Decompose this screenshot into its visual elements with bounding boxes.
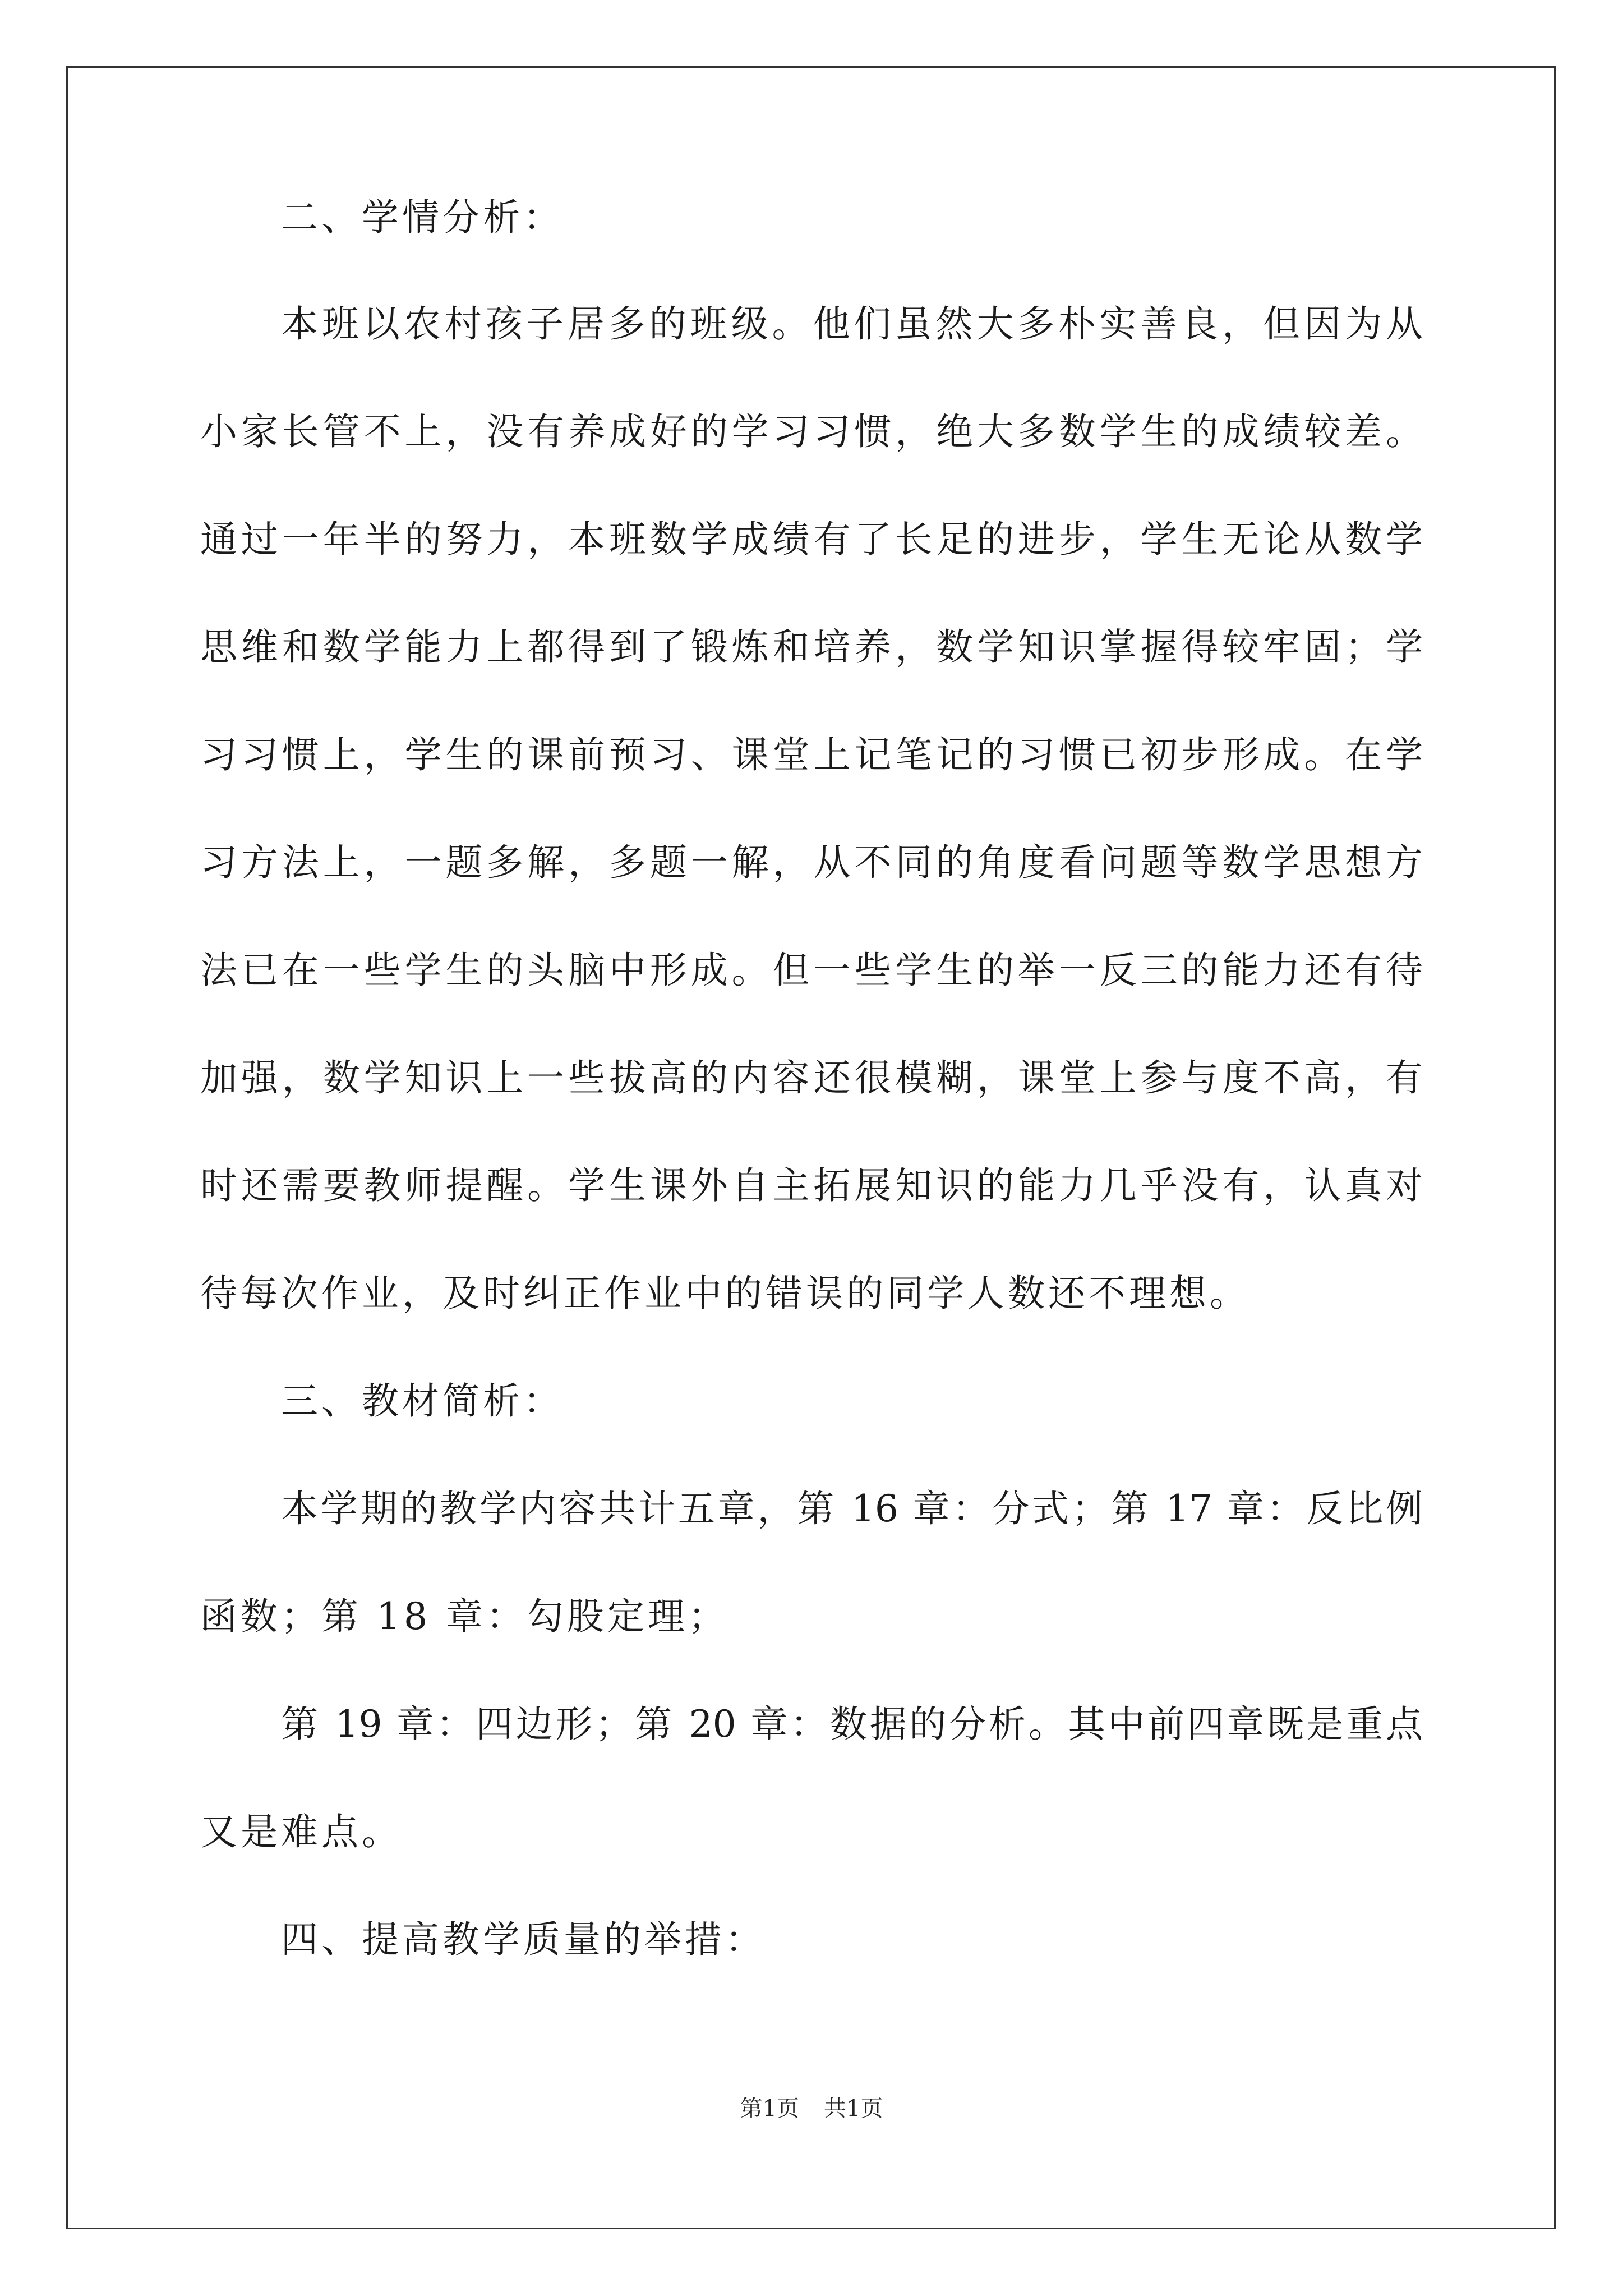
paragraph-line: 小家长管不上，没有养成好的学习习惯，绝大多数学生的成绩较差。 [200, 410, 1423, 453]
page-number: 第1页 [740, 2096, 799, 2122]
section-heading-student-analysis: 二、学情分析： [281, 196, 564, 239]
paragraph-line: 函数；第 18 章：勾股定理； [200, 1595, 728, 1638]
paragraph-line: 时还需要教师提醒。学生课外自主拓展知识的能力几乎没有，认真对 [200, 1164, 1423, 1207]
paragraph-line: 习方法上，一题多解，多题一解，从不同的角度看问题等数学思想方 [200, 841, 1423, 884]
paragraph-line: 加强，数学知识上一些拔高的内容还很模糊，课堂上参与度不高，有 [200, 1056, 1423, 1099]
paragraph-line: 本班以农村孩子居多的班级。他们虽然大多朴实善良，但因为从 [281, 302, 1423, 346]
paragraph-line: 通过一年半的努力，本班数学成绩有了长足的进步，学生无论从数学 [200, 518, 1423, 561]
page-border [66, 66, 1556, 2229]
paragraph-line: 本学期的教学内容共计五章，第 16 章：分式；第 17 章：反比例 [281, 1487, 1423, 1530]
paragraph-line: 思维和数学能力上都得到了锻炼和培养，数学知识掌握得较牢固；学 [200, 625, 1423, 669]
section-heading-textbook-analysis: 三、教材简析： [281, 1379, 564, 1423]
page-footer [0, 2095, 1623, 2123]
section-heading-quality-measures: 四、提高教学质量的举措： [281, 1918, 766, 1961]
paragraph-line: 又是难点。 [200, 1810, 402, 1853]
page-total: 共1页 [824, 2096, 883, 2122]
paragraph-line: 习习惯上，学生的课前预习、课堂上记笔记的习惯已初步形成。在学 [200, 733, 1423, 776]
paragraph-line: 待每次作业，及时纠正作业中的错误的同学人数还不理想。 [200, 1272, 1250, 1315]
paragraph-line: 法已在一些学生的头脑中形成。但一些学生的举一反三的能力还有待 [200, 949, 1423, 992]
paragraph-line: 第 19 章：四边形；第 20 章：数据的分析。其中前四章既是重点 [281, 1703, 1423, 1746]
